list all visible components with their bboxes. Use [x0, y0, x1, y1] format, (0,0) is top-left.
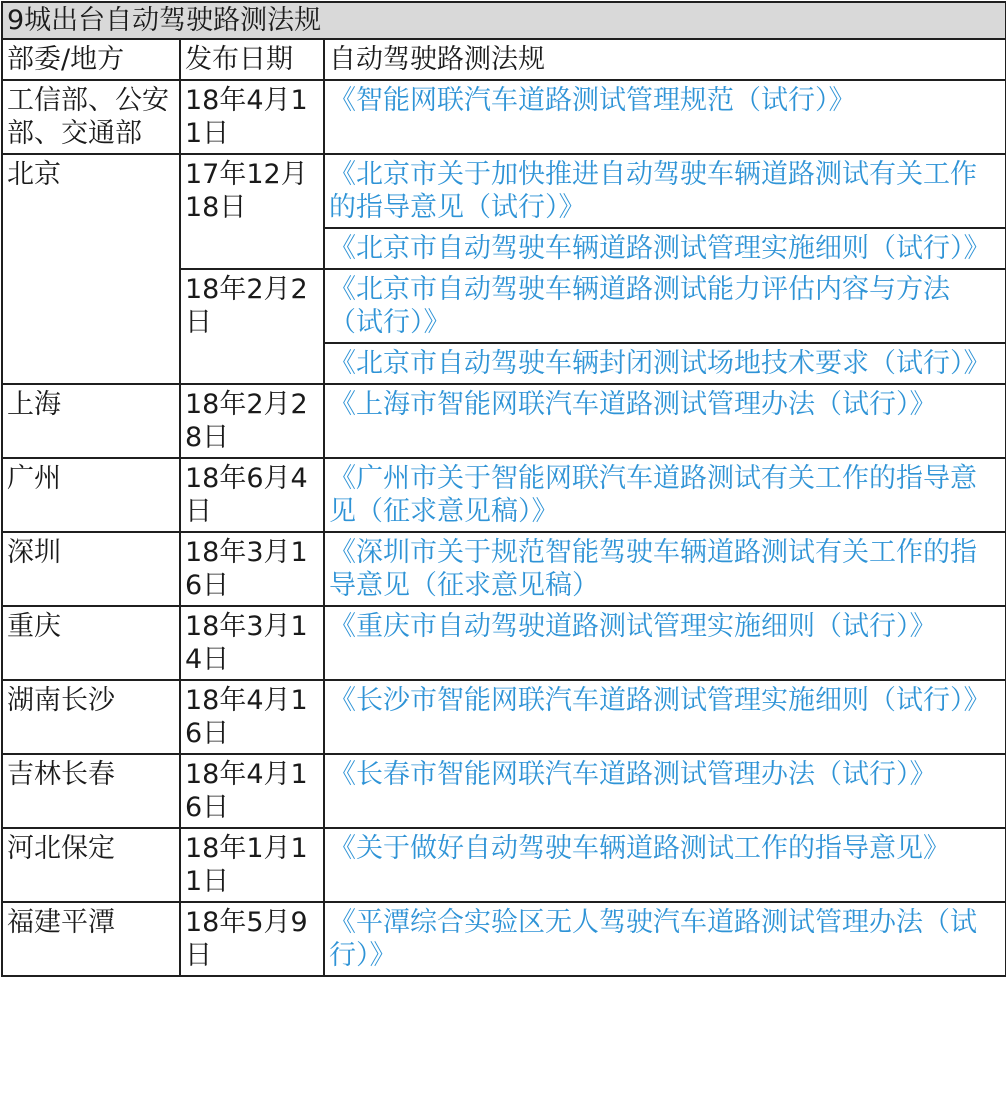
regulations-table: [1, 1, 1006, 977]
regulation-link[interactable]: 《智能网联汽车道路测试管理规范（试行）》: [324, 80, 1006, 154]
regulation-link[interactable]: 《广州市关于智能网联汽车道路测试有关工作的指导意见（征求意见稿）》: [324, 458, 1006, 532]
table-row: [2, 458, 1006, 532]
date-cell: 18年2月2日: [180, 269, 324, 384]
region-cell: 工信部、公安部、交通部: [2, 80, 180, 154]
header-row: [2, 39, 1006, 80]
date-cell: 18年4月11日: [180, 80, 324, 154]
header-regulation: 自动驾驶路测法规: [324, 39, 1006, 80]
date-cell: 17年12月18日: [180, 154, 324, 269]
table-row: [2, 532, 1006, 606]
header-date: 发布日期: [180, 39, 324, 80]
table-row: [2, 680, 1006, 754]
regulation-link[interactable]: 《深圳市关于规范智能驾驶车辆道路测试有关工作的指导意见（征求意见稿）: [324, 532, 1006, 606]
table-row: [2, 902, 1006, 976]
table-title: 9城出台自动驾驶路测法规: [2, 2, 1006, 39]
regulation-link[interactable]: 《北京市自动驾驶车辆封闭测试场地技术要求（试行）》: [324, 343, 1006, 384]
region-cell: 河北保定: [2, 828, 180, 902]
region-cell: 福建平潭: [2, 902, 180, 976]
date-cell: 18年6月4日: [180, 458, 324, 532]
table-row: [2, 154, 1006, 228]
table-row: [2, 384, 1006, 458]
table-row: [2, 80, 1006, 154]
table-row: [2, 754, 1006, 828]
regulation-link[interactable]: 《长春市智能网联汽车道路测试管理办法（试行）》: [324, 754, 1006, 828]
region-cell: 北京: [2, 154, 180, 384]
region-cell: 湖南长沙: [2, 680, 180, 754]
region-cell: 重庆: [2, 606, 180, 680]
regulation-link[interactable]: 《平潭综合实验区无人驾驶汽车道路测试管理办法（试行）》: [324, 902, 1006, 976]
date-cell: 18年4月16日: [180, 754, 324, 828]
date-cell: 18年3月14日: [180, 606, 324, 680]
date-cell: 18年4月16日: [180, 680, 324, 754]
regulation-link[interactable]: 《关于做好自动驾驶车辆道路测试工作的指导意见》: [324, 828, 1006, 902]
regulation-link[interactable]: 《北京市关于加快推进自动驾驶车辆道路测试有关工作的指导意见（试行）》: [324, 154, 1006, 228]
region-cell: 广州: [2, 458, 180, 532]
title-row: [2, 2, 1006, 39]
date-cell: 18年5月9日: [180, 902, 324, 976]
date-cell: 18年1月11日: [180, 828, 324, 902]
header-region: 部委/地方: [2, 39, 180, 80]
regulation-link[interactable]: 《上海市智能网联汽车道路测试管理办法（试行）》: [324, 384, 1006, 458]
date-cell: 18年3月16日: [180, 532, 324, 606]
region-cell: 深圳: [2, 532, 180, 606]
region-cell: 吉林长春: [2, 754, 180, 828]
regulation-link[interactable]: 《重庆市自动驾驶道路测试管理实施细则（试行）》: [324, 606, 1006, 680]
table-row: [2, 606, 1006, 680]
table-row: [2, 828, 1006, 902]
regulation-link[interactable]: 《北京市自动驾驶车辆道路测试能力评估内容与方法（试行）》: [324, 269, 1006, 343]
regulation-link[interactable]: 《北京市自动驾驶车辆道路测试管理实施细则（试行）》: [324, 228, 1006, 269]
regulation-link[interactable]: 《长沙市智能网联汽车道路测试管理实施细则（试行）》: [324, 680, 1006, 754]
region-cell: 上海: [2, 384, 180, 458]
date-cell: 18年2月28日: [180, 384, 324, 458]
